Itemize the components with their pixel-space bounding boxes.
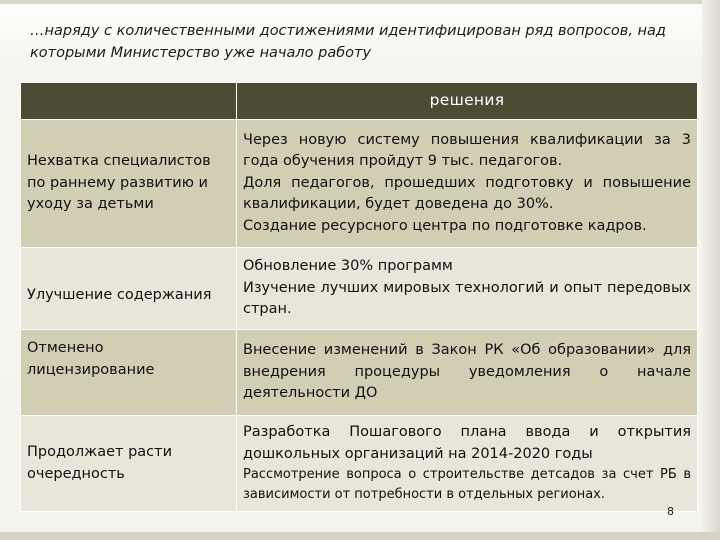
intro-text: …наряду с количественными достижениями идентифицирован ряд вопросов, над которыми Министерство уже начало работу: [30, 23, 666, 61]
solution-cell: [237, 248, 698, 330]
solution-line: Обновление 30% программ: [243, 258, 453, 275]
solution-cell: [237, 120, 698, 248]
solution-line: Доля педагогов, прошедших подготовку и повышение квалификации, будет доведена до 30%.: [243, 174, 691, 213]
solution-cell: [237, 330, 698, 416]
issues-solutions-table: [20, 82, 698, 512]
solution-line: Создание ресурсного центра по подготовке кадров.: [243, 217, 647, 234]
header-solutions: решения: [237, 83, 698, 120]
header-empty-cell: [21, 83, 237, 120]
issue-cell: Нехватка специалистов по раннему развитию и уходу за детьми: [21, 120, 237, 248]
table-row: [21, 248, 698, 330]
issue-cell: Продолжает расти очередность: [21, 416, 237, 512]
table-row: [21, 330, 698, 416]
solution-line-small: Рассмотрение вопроса о строительстве детсадов за счет РБ в зависимости от потребности в отдельных регионах.: [243, 467, 691, 502]
solution-cell: [237, 416, 698, 512]
issue-cell: Улучшение содержания: [21, 248, 237, 330]
solution-line: Разработка Пошагового плана ввода и открытия дошкольных организаций на 2014-2020 годы: [243, 424, 691, 462]
issue-cell: Отменено лицензирование: [21, 330, 237, 416]
table-row: [21, 120, 698, 248]
slide-frame-right: [702, 0, 720, 540]
page-number: 8: [667, 505, 674, 518]
slide-frame-bottom: [0, 532, 720, 540]
table-header-row: [21, 83, 698, 120]
solution-line: Внесение изменений в Закон РК «Об образовании» для внедрения процедуры уведомления о начале деятельности ДО: [243, 342, 691, 402]
slide-frame-top: [0, 0, 720, 4]
table-row: [21, 416, 698, 512]
solution-line: Изучение лучших мировых технологий и опыт передовых стран.: [243, 279, 691, 318]
solution-line: Через новую систему повышения квалификации за 3 года обучения пройдут 9 тыс. педагогов.: [243, 131, 691, 170]
